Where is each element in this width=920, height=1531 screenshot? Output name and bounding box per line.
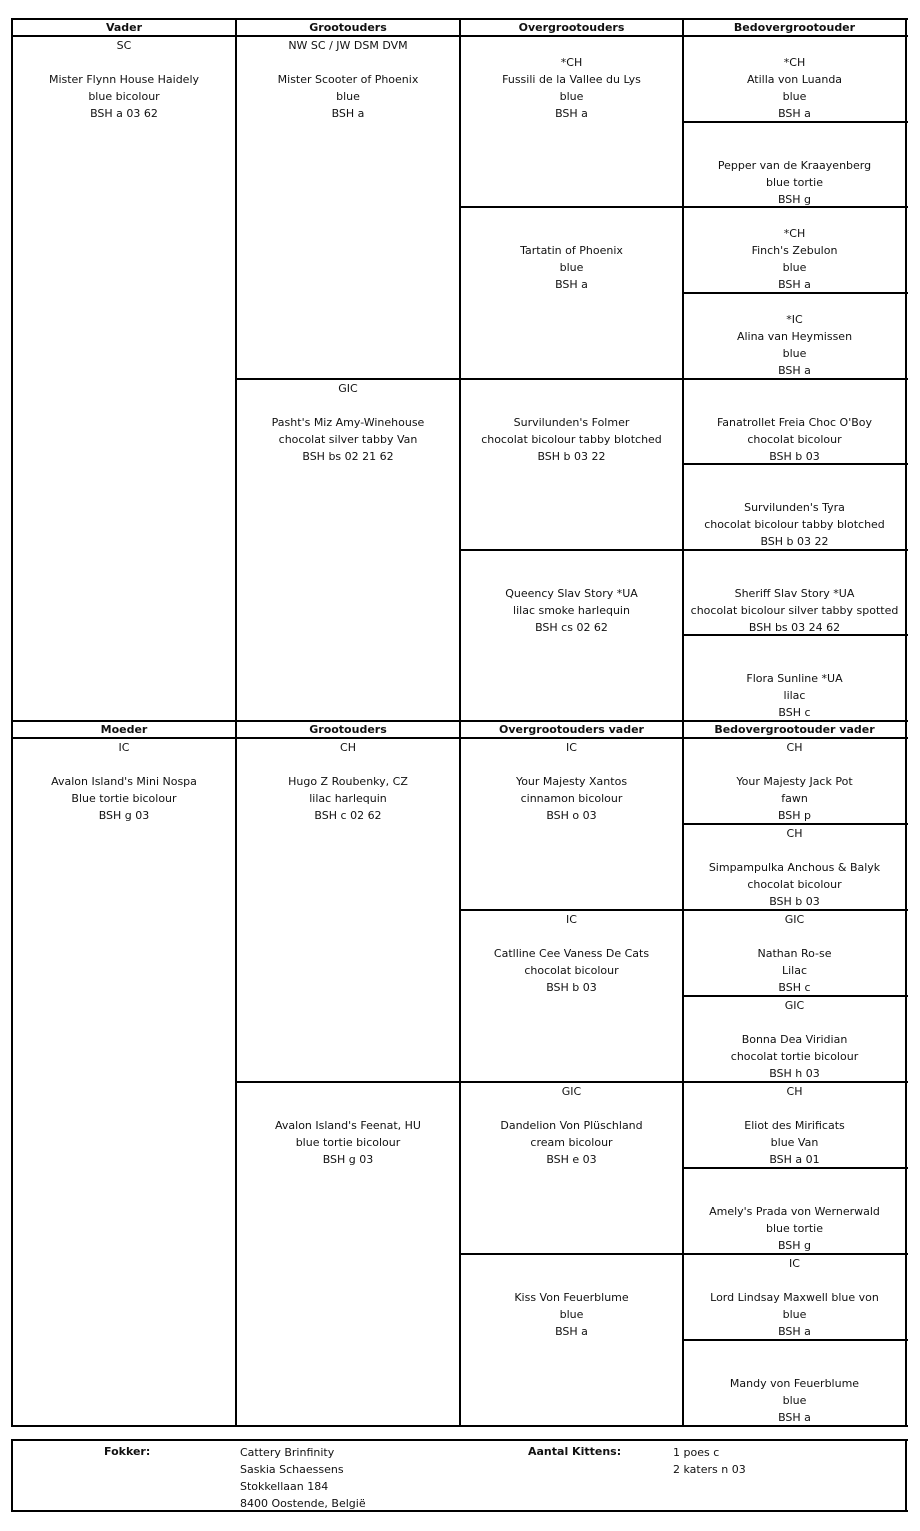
cat-info-line: Queency Slav Story *UA	[505, 587, 638, 600]
cat-info-line: BSH p	[777, 809, 812, 822]
kittens-label: Aantal Kittens:	[528, 1445, 622, 1458]
cat-info-line: Catlline Cee Vaness De Cats	[493, 947, 650, 960]
cat-info-line	[684, 653, 905, 670]
cat-info-line	[461, 928, 682, 945]
cat-info-line: BSH o 03	[546, 809, 597, 822]
cat-info-line: GIC	[784, 999, 805, 1012]
cat-info-line: CH	[340, 741, 356, 754]
grandparent-cell	[237, 380, 459, 720]
cat-info-line: cinnamon bicolour	[520, 792, 623, 805]
cat-info-line: GIC	[338, 382, 358, 395]
cat-info-line	[684, 1014, 905, 1031]
great-great-grandparent-cell	[684, 465, 905, 549]
cat-info-line: fawn	[781, 792, 808, 805]
cat-info-line: Sheriff Slav Story *UA	[734, 587, 855, 600]
column-header: Bedovergrootouder	[733, 21, 856, 34]
column-header: Bedovergrootouder vader	[714, 723, 875, 736]
cat-info-line	[684, 636, 905, 653]
cat-info-line: chocolat bicolour	[747, 433, 842, 446]
cat-info-line: *IC	[786, 313, 803, 326]
column-line	[682, 18, 684, 1427]
cat-info-line	[13, 54, 235, 71]
cat-info-line: BSH g	[777, 193, 812, 206]
cat-info-line: BSH c	[778, 706, 811, 719]
cat-info-line: Flora Sunline *UA	[746, 672, 843, 685]
cat-info-line: Survilunden's Folmer	[513, 416, 630, 429]
cat-info-line: BSH bs 03 24 62	[748, 621, 841, 634]
cat-info-line: BSH bs 02 21 62	[302, 450, 394, 463]
footer-side-line	[905, 1439, 907, 1512]
great-great-grandparent-cell	[684, 997, 905, 1081]
column-header: Moeder	[100, 723, 148, 736]
cat-info-line: Lilac	[781, 964, 808, 977]
cat-info-line	[461, 397, 682, 414]
cat-info-line: Hugo Z Roubenky, CZ	[288, 775, 408, 788]
cat-info-line: *CH	[783, 227, 806, 240]
great-great-grandparent-cell	[684, 37, 905, 121]
cat-info-line: chocolat bicolour	[747, 878, 842, 891]
cat-info-line	[237, 1083, 459, 1100]
grandparent-cell	[237, 1083, 459, 1425]
cat-info-line: chocolat tortie bicolour	[730, 1050, 859, 1063]
cat-info-line: Fussili de la Vallee du Lys	[502, 73, 641, 86]
cat-info-line	[684, 551, 905, 568]
great-great-grandparent-cell	[684, 1083, 905, 1167]
cat-info-line: IC	[789, 1257, 800, 1270]
column-header: Grootouders	[309, 21, 387, 34]
cat-info-line: chocolat bicolour tabby blotched	[481, 433, 662, 446]
cat-info-line: lilac smoke harlequin	[513, 604, 630, 617]
cat-info-line	[684, 1358, 905, 1375]
cat-info-line: Survilunden's Tyra	[744, 501, 845, 514]
cat-info-line: BSH a 03 62	[90, 107, 158, 120]
cat-info-line	[684, 756, 905, 773]
cat-info-line: blue Van	[770, 1136, 819, 1149]
column-line	[905, 18, 907, 1427]
cat-info-line	[237, 1100, 459, 1117]
cat-info-line: Bonna Dea Viridian	[741, 1033, 848, 1046]
cat-info-line: Amely's Prada von Wernerwald	[709, 1205, 880, 1218]
row-line	[683, 634, 908, 636]
row-line	[683, 909, 908, 911]
cat-info-line: BSH a	[778, 107, 811, 120]
parent-cell	[13, 739, 235, 1425]
cat-info-line	[684, 568, 905, 585]
great-grandparent-cell	[461, 380, 682, 549]
cat-info-line: BSH c 02 62	[314, 809, 382, 822]
great-grandparent-cell	[461, 911, 682, 1081]
grandparent-cell	[237, 739, 459, 1081]
great-great-grandparent-cell	[684, 123, 905, 206]
cat-info-line	[13, 756, 235, 773]
great-grandparent-cell	[461, 1083, 682, 1253]
great-great-grandparent-cell	[684, 1169, 905, 1253]
cat-info-line: IC	[118, 741, 130, 754]
cat-info-line	[461, 1100, 682, 1117]
parent-cell	[13, 37, 235, 720]
cat-info-line	[684, 140, 905, 157]
great-great-grandparent-cell	[684, 1341, 905, 1425]
breeder-label: Fokker:	[104, 1445, 151, 1458]
cat-info-line: Nathan Ro-se	[757, 947, 832, 960]
cat-info-line	[461, 1255, 682, 1272]
cat-info-line	[461, 551, 682, 568]
cat-info-line: lilac	[783, 689, 806, 702]
great-grandparent-cell	[461, 1255, 682, 1425]
cat-info-line: BSH g 03	[98, 809, 150, 822]
cat-info-line: blue	[559, 1308, 584, 1321]
row-line	[683, 463, 908, 465]
cat-info-line: Finch's Zebulon	[751, 244, 838, 257]
row-line	[683, 121, 908, 123]
cat-info-line: blue	[782, 1394, 807, 1407]
row-line	[683, 995, 908, 997]
cat-info-line: blue bicolour	[88, 90, 160, 103]
cat-info-line: GIC	[784, 913, 805, 926]
cat-info-line: BSH a	[778, 278, 811, 291]
cat-info-line	[684, 123, 905, 140]
cat-info-line: IC	[566, 741, 577, 754]
cat-info-line: Simpampulka Anchous & Balyk	[708, 861, 881, 874]
cat-info-line: BSH a	[778, 1411, 811, 1424]
cat-info-line: CH	[786, 741, 803, 754]
cat-info-line: GIC	[561, 1085, 582, 1098]
cat-info-line: *CH	[560, 56, 583, 69]
row-line	[683, 378, 908, 380]
cat-info-line: NW SC / JW DSM DVM	[288, 39, 408, 52]
cat-info-line	[684, 1100, 905, 1117]
cat-info-line: chocolat bicolour tabby blotched	[704, 518, 885, 531]
cat-info-line: blue	[782, 90, 807, 103]
cat-info-line: BSH b 03 22	[537, 450, 606, 463]
cat-info-line: BSH a	[555, 278, 588, 291]
cat-info-line: BSH h 03	[769, 1067, 820, 1080]
cat-info-line	[684, 842, 905, 859]
great-great-grandparent-cell	[684, 208, 905, 292]
cat-info-line	[461, 225, 682, 242]
cat-info-line: BSH c	[778, 981, 811, 994]
cat-info-line: Alina van Heymissen	[736, 330, 853, 343]
great-great-grandparent-cell	[684, 825, 905, 909]
cat-info-line	[461, 208, 682, 225]
cat-info-line	[684, 465, 905, 482]
cat-info-line: Your Majesty Xantos	[515, 775, 628, 788]
cat-info-line: Pepper van de Kraayenberg	[717, 159, 872, 172]
cat-info-line: chocolat bicolour	[524, 964, 619, 977]
grandparent-cell	[237, 37, 459, 378]
cat-info-line: blue	[782, 347, 807, 360]
cat-info-line	[237, 54, 459, 71]
cat-info-line	[237, 397, 459, 414]
cat-info-line	[461, 1272, 682, 1289]
cat-info-line: Kiss Von Feuerblume	[514, 1291, 629, 1304]
cat-info-line: BSH g	[777, 1239, 812, 1252]
cat-info-line	[461, 568, 682, 585]
cat-info-line: Dandelion Von Plüschland	[500, 1119, 643, 1132]
cat-info-line	[684, 1169, 905, 1186]
cat-info-line: blue	[559, 261, 584, 274]
great-great-grandparent-cell	[684, 551, 905, 634]
row-line	[683, 1253, 908, 1255]
cat-info-line: chocolat bicolour silver tabby spotted	[690, 604, 899, 617]
breeder-info	[240, 1444, 366, 1512]
cat-info-line	[684, 1341, 905, 1358]
column-header: Vader	[105, 21, 143, 34]
cat-info-line: Mister Flynn House Haidely	[48, 73, 200, 86]
great-great-grandparent-cell	[684, 1255, 905, 1339]
breeder-line: Stokkellaan 184	[240, 1480, 329, 1493]
cat-info-line: blue	[782, 261, 807, 274]
column-line	[235, 18, 237, 1427]
cat-info-line	[461, 380, 682, 397]
cat-info-line: lilac harlequin	[309, 792, 387, 805]
cat-info-line: BSH a	[555, 107, 588, 120]
cat-info-line: Atilla von Luanda	[746, 73, 843, 86]
cat-info-line: blue tortie	[766, 1222, 823, 1235]
cat-info-line: Avalon Island's Feenat, HU	[275, 1119, 421, 1132]
row-line	[683, 1081, 908, 1083]
breeder-line: Saskia Schaessens	[240, 1463, 344, 1476]
cat-info-line	[684, 482, 905, 499]
cat-info-line	[461, 37, 682, 54]
kittens-info	[673, 1444, 746, 1478]
cat-info-line: CH	[786, 1085, 803, 1098]
row-line	[683, 1167, 908, 1169]
cat-info-line: Blue tortie bicolour	[71, 792, 177, 805]
cat-info-line: blue	[782, 1308, 807, 1321]
cat-info-line: *CH	[783, 56, 806, 69]
cat-info-line	[684, 37, 905, 54]
cat-info-line	[684, 294, 905, 311]
great-great-grandparent-cell	[684, 636, 905, 720]
cat-info-line: SC	[116, 39, 132, 52]
cat-info-line: Lord Lindsay Maxwell blue von	[710, 1291, 879, 1304]
footer-side-line	[11, 1439, 13, 1512]
great-grandparent-cell	[461, 37, 682, 206]
great-great-grandparent-cell	[684, 294, 905, 378]
cat-info-line: BSH a	[778, 1325, 811, 1338]
cat-info-line: chocolat silver tabby Van	[278, 433, 418, 446]
row-line	[683, 823, 908, 825]
cat-info-line: cream bicolour	[530, 1136, 613, 1149]
cat-info-line: blue	[559, 90, 584, 103]
kittens-line: 2 katers n 03	[673, 1463, 746, 1476]
column-header: Grootouders	[309, 723, 387, 736]
cat-info-line: Your Majesty Jack Pot	[736, 775, 853, 788]
cat-info-line: Mister Scooter of Phoenix	[277, 73, 419, 86]
row-line	[683, 1339, 908, 1341]
footer-bottom-line	[12, 1510, 908, 1512]
cat-info-line: BSH a 01	[769, 1153, 820, 1166]
footer-top-line	[12, 1439, 908, 1441]
great-great-grandparent-cell	[684, 739, 905, 823]
row-line	[683, 292, 908, 294]
breeder-line: Cattery Brinfinity	[240, 1446, 335, 1459]
breeder-line: 8400 Oostende, België	[240, 1497, 366, 1510]
cat-info-line: blue tortie bicolour	[295, 1136, 401, 1149]
cat-info-line	[684, 380, 905, 397]
cat-info-line: BSH e 03	[546, 1153, 597, 1166]
cat-info-line: CH	[786, 827, 803, 840]
cat-info-line	[684, 208, 905, 225]
cat-info-line: Tartatin of Phoenix	[520, 244, 623, 257]
cat-info-line	[684, 1186, 905, 1203]
cat-info-line: BSH b 03 22	[760, 535, 829, 548]
cat-info-line: BSH g 03	[322, 1153, 374, 1166]
column-header: Overgrootouders	[518, 21, 625, 34]
great-great-grandparent-cell	[684, 380, 905, 463]
row-line	[683, 549, 908, 551]
great-great-grandparent-cell	[684, 911, 905, 995]
cat-info-line: BSH a	[331, 107, 365, 120]
cat-info-line	[684, 928, 905, 945]
great-grandparent-cell	[461, 739, 682, 909]
cat-info-line: Eliot des Mirificats	[744, 1119, 845, 1132]
cat-info-line: Pasht's Miz Amy-Winehouse	[271, 416, 425, 429]
cat-info-line	[237, 756, 459, 773]
great-grandparent-cell	[461, 208, 682, 378]
cat-info-line: BSH cs 02 62	[535, 621, 608, 634]
column-header: Overgrootouders vader	[499, 723, 644, 736]
cat-info-line: blue	[336, 90, 360, 103]
cat-info-line	[684, 397, 905, 414]
great-grandparent-cell	[461, 551, 682, 720]
column-line	[11, 18, 13, 1427]
cat-info-line: Mandy von Feuerblume	[729, 1377, 860, 1390]
cat-info-line: BSH b 03	[769, 450, 820, 463]
kittens-line: 1 poes c	[673, 1446, 720, 1459]
cat-info-line: IC	[566, 913, 577, 926]
cat-info-line: BSH a	[778, 364, 811, 377]
cat-info-line: BSH b 03	[769, 895, 820, 908]
cat-info-line: BSH a	[555, 1325, 588, 1338]
column-line	[459, 18, 461, 1427]
cat-info-line: Avalon Island's Mini Nospa	[51, 775, 197, 788]
cat-info-line	[684, 1272, 905, 1289]
row-line	[683, 206, 908, 208]
cat-info-line: Fanatrollet Freia Choc O'Boy	[716, 416, 873, 429]
cat-info-line	[461, 756, 682, 773]
cat-info-line: BSH b 03	[546, 981, 597, 994]
cat-info-line: blue tortie	[766, 176, 823, 189]
